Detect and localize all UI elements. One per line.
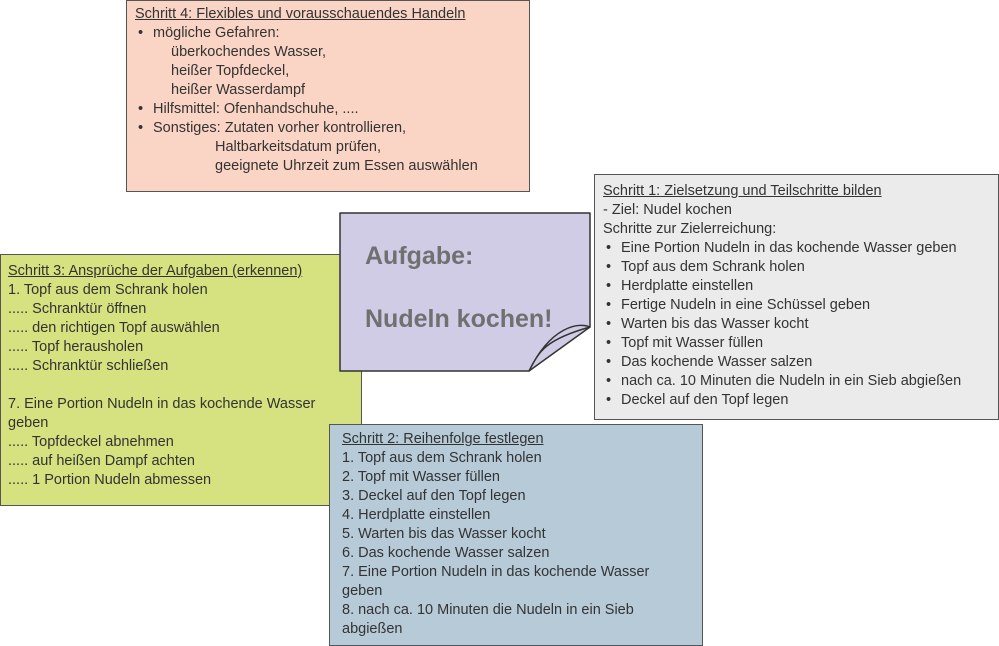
step2-item: 1. Topf aus dem Schrank holen <box>342 450 542 466</box>
step1-item: • Topf mit Wasser füllen <box>603 334 990 353</box>
step4-bullet-tools: • Hilfsmittel: Ofenhandschuhe, .... <box>135 100 521 119</box>
step4-other-item: Haltbarkeitsdatum prüfen, <box>215 139 382 155</box>
step3-title: Schritt 3: Ansprüche der Aufgaben (erkennen) <box>8 263 303 279</box>
step4-bullet-other: • Sonstiges: Zutaten vorher kontrollieren, <box>135 119 521 138</box>
step1-box <box>594 174 999 420</box>
step3-line: ..... 1 Portion Nudeln abmessen <box>8 472 212 488</box>
step1-item: • Das kochende Wasser salzen <box>603 353 990 372</box>
step2-item: 8. nach ca. 10 Minuten die Nudeln in ein Sieb abgießen <box>342 602 634 637</box>
step2-title: Schritt 2: Reihenfolge festlegen <box>342 431 544 447</box>
step4-other-item: geeignete Uhrzeit zum Essen auswählen <box>215 158 478 174</box>
step3-line: ..... auf heißen Dampf achten <box>8 453 195 469</box>
step1-item: • Warten bis das Wasser kocht <box>603 315 990 334</box>
step4-box <box>126 0 530 192</box>
step2-item: 3. Deckel auf den Topf legen <box>342 488 526 504</box>
step3-line: ..... Topf herausholen <box>8 339 144 355</box>
step4-list <box>135 24 521 176</box>
step1-goal: - Ziel: Nudel kochen <box>603 202 732 218</box>
step3-box <box>0 254 362 506</box>
step4-bullet-dangers: • mögliche Gefahren: <box>135 24 521 43</box>
task-label: Aufgabe: <box>365 242 474 270</box>
step3-line: 1. Topf aus dem Schrank holen <box>8 282 208 298</box>
note-body <box>340 213 590 371</box>
step1-item: • Deckel auf den Topf legen <box>603 391 990 410</box>
step2-item: 2. Topf mit Wasser füllen <box>342 469 500 485</box>
step1-item: • Fertige Nudeln in eine Schüssel geben <box>603 296 990 315</box>
spacer <box>8 376 354 395</box>
step1-item: • Herdplatte einstellen <box>603 277 990 296</box>
step2-box <box>329 424 703 646</box>
step2-item: 5. Warten bis das Wasser kocht <box>342 526 546 542</box>
step4-danger-item: überkochendes Wasser, <box>171 44 327 60</box>
task-note <box>339 212 591 372</box>
step3-line: ..... Schranktür schließen <box>8 358 169 374</box>
step3-line: ..... Topfdeckel abnehmen <box>8 434 174 450</box>
step4-danger-item: heißer Topfdeckel, <box>171 63 290 79</box>
step4-danger-item: heißer Wasserdampf <box>171 82 306 98</box>
step1-list <box>603 239 990 410</box>
step3-line: ..... Schranktür öffnen <box>8 301 147 317</box>
step2-item: 6. Das kochende Wasser salzen <box>342 545 550 561</box>
step1-title: Schritt 1: Zielsetzung und Teilschritte bilden <box>603 183 882 199</box>
step1-item: • Eine Portion Nudeln in das kochende Wasser geben <box>603 239 990 258</box>
step1-item: • Topf aus dem Schrank holen <box>603 258 990 277</box>
step4-title: Schritt 4: Flexibles und vorausschauendes Handeln <box>135 6 466 22</box>
step1-steps-heading: Schritte zur Zielerreichung: <box>603 221 777 237</box>
step2-item: 4. Herdplatte einstellen <box>342 507 491 523</box>
task-title: Nudeln kochen! <box>365 305 553 333</box>
step3-group2-heading: 7. Eine Portion Nudeln in das kochende Wasser geben <box>8 396 316 431</box>
step1-item: • nach ca. 10 Minuten die Nudeln in ein Sieb abgießen <box>603 372 990 391</box>
note-curl-shape <box>339 212 591 372</box>
step3-line: ..... den richtigen Topf auswählen <box>8 320 220 336</box>
step2-item: 7. Eine Portion Nudeln in das kochende Wasser geben <box>342 564 650 599</box>
